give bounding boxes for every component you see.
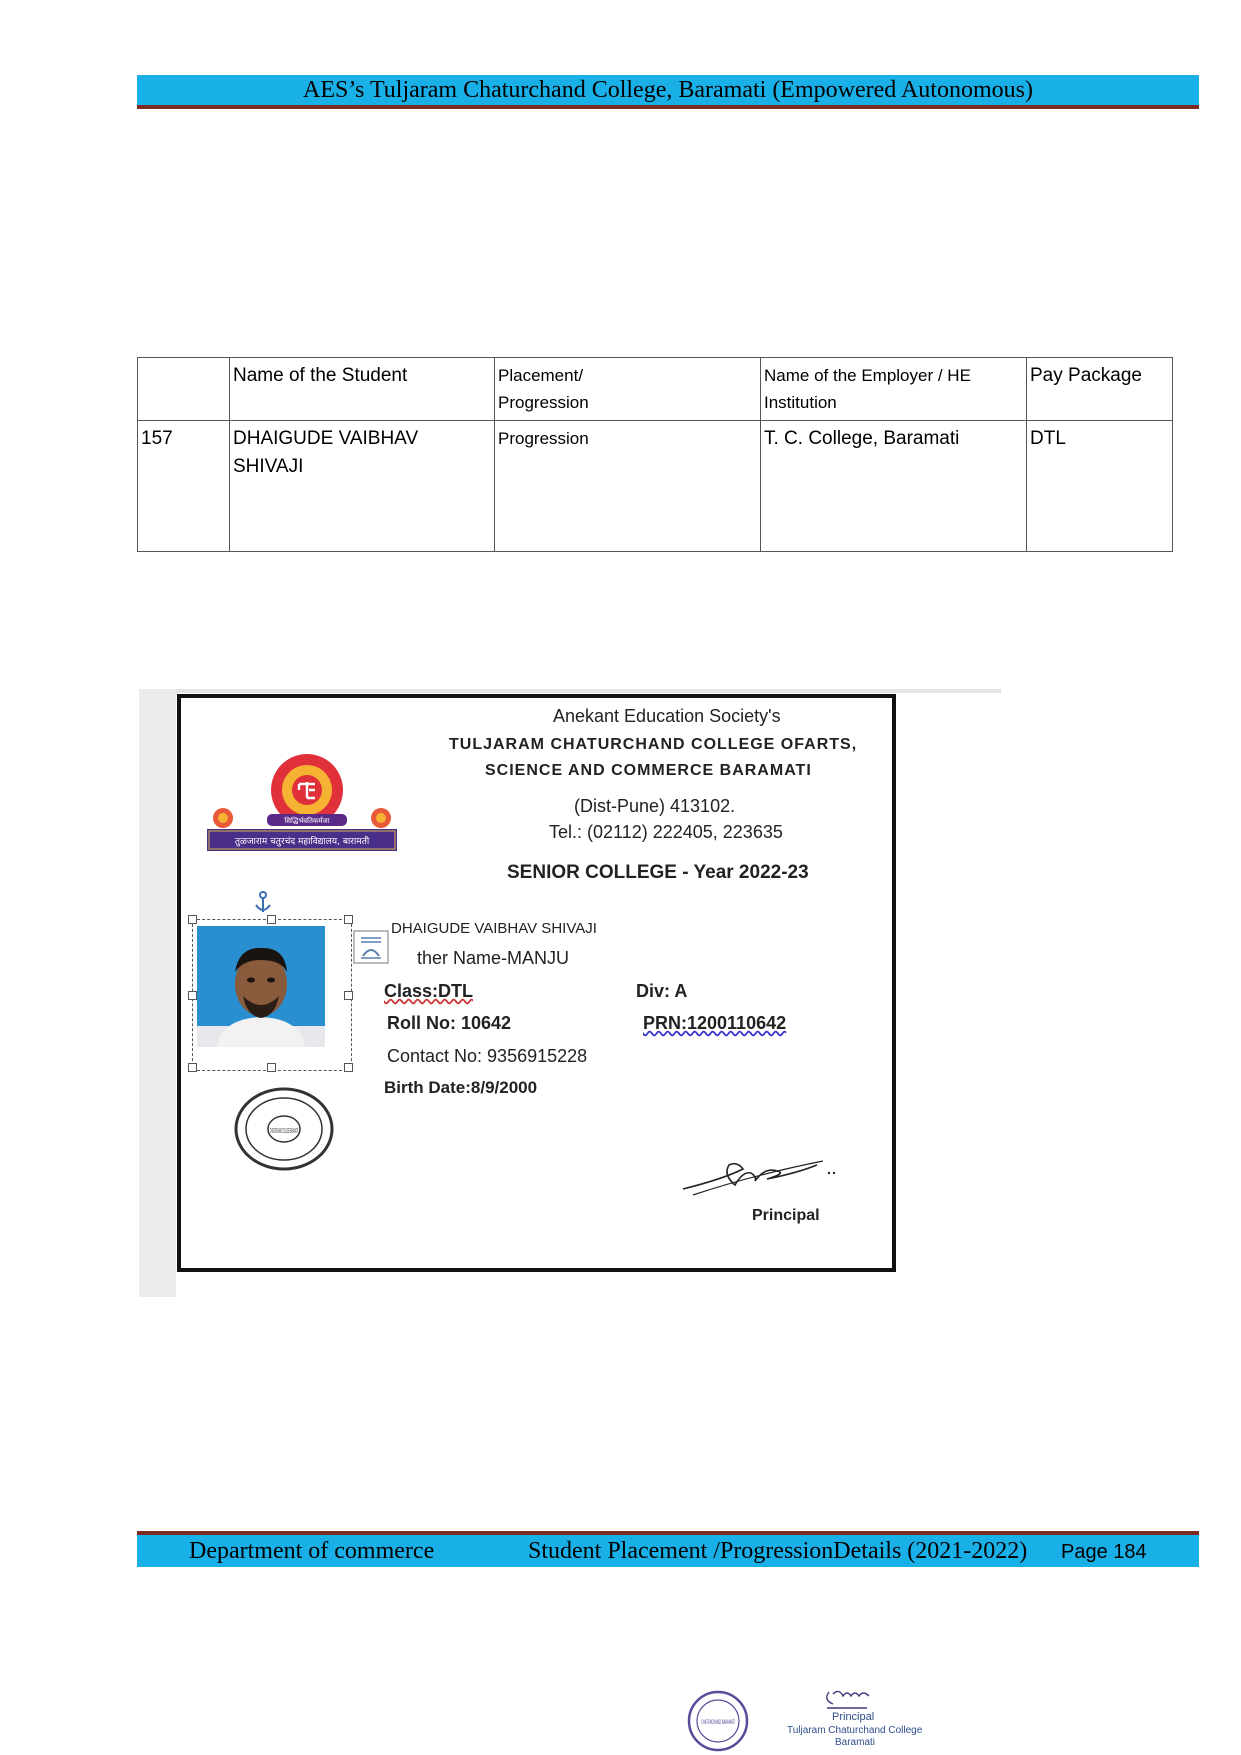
- card-birth-date: Birth Date:8/9/2000: [384, 1078, 538, 1097]
- header-student-name: Name of the Student: [230, 358, 495, 421]
- card-address: (Dist-Pune) 413102.: [574, 796, 736, 816]
- principal-signature: [679, 1143, 839, 1203]
- cell-sr-no: 157: [138, 421, 230, 552]
- anchor-icon: [252, 891, 274, 915]
- stamp-principal: Principal: [832, 1711, 875, 1723]
- resize-handle: [267, 915, 276, 924]
- college-logo-icon: [203, 746, 399, 856]
- stamp-text: CHATURCHAND BARAMATI: [701, 1719, 736, 1726]
- image-margin-top: [176, 689, 1001, 693]
- card-class: Class:DTL: [384, 981, 474, 1001]
- resize-handle: [344, 991, 353, 1000]
- stamp-city: Baramati: [835, 1737, 876, 1748]
- card-college-line2: SCIENCE AND COMMERCE BARAMATI: [485, 762, 812, 779]
- id-card: [177, 694, 896, 1272]
- image-margin: [139, 689, 176, 1297]
- header-pay-package: Pay Package: [1027, 358, 1173, 421]
- logo-marathi-name: तुळजाराम चतुरचंद महाविद्यालय, बारामती: [234, 837, 370, 847]
- card-student-name: DHAIGUDE VAIBHAV SHIVAJI: [391, 920, 597, 937]
- id-card-image: [139, 689, 1001, 1297]
- cell-employer: T. C. College, Baramati: [761, 421, 1027, 552]
- resize-handle: [188, 1063, 197, 1072]
- card-college-line1: TULJARAM CHATURCHAND COLLEGE OFARTS,: [449, 736, 858, 753]
- page-footer-band: [137, 1531, 1199, 1567]
- layout-options-icon[interactable]: [353, 930, 389, 964]
- card-division: Div: A: [636, 981, 688, 1001]
- card-society: Anekant Education Society's: [553, 706, 781, 726]
- resize-handle: [188, 915, 197, 924]
- page-header-title: AES’s Tuljaram Chaturchand College, Baramati (Empowered Autonomous): [303, 77, 1033, 103]
- card-telephone: Tel.: (02112) 222405, 223635: [549, 822, 783, 842]
- seal-text: CHATURCHAND COLLEGE BARAMATI: [270, 1127, 298, 1135]
- card-year: SENIOR COLLEGE - Year 2022-23: [507, 862, 809, 883]
- footer-department: Department of commerce: [189, 1538, 435, 1564]
- resize-handle: [344, 915, 353, 924]
- card-principal-label: Principal: [752, 1207, 820, 1224]
- page-header-band: [137, 75, 1199, 109]
- card-prn: PRN:1200110642: [643, 1013, 787, 1033]
- resize-handle: [267, 1063, 276, 1072]
- footer-page-number: Page 184: [1061, 1541, 1147, 1563]
- resize-handle: [344, 1063, 353, 1072]
- header-employer: Name of the Employer / HE Institution: [761, 358, 1027, 421]
- cell-pay-package: DTL: [1027, 421, 1173, 552]
- college-seal-icon: [231, 1086, 337, 1172]
- stamp-college: Tuljaram Chaturchand College: [787, 1725, 923, 1736]
- footer-title: Student Placement /ProgressionDetails (2021-2022): [528, 1538, 1028, 1564]
- logo-motto: सिद्धिर्भवतिकर्मजा: [284, 817, 330, 825]
- college-stamp-icon: [686, 1690, 750, 1752]
- placement-table: [137, 357, 1173, 552]
- header-sr-no: [138, 358, 230, 421]
- card-contact: Contact No: 9356915228: [387, 1046, 588, 1066]
- cell-placement: Progression: [495, 421, 761, 552]
- card-roll-no: Roll No: 10642: [387, 1013, 512, 1033]
- principal-signature: [823, 1686, 883, 1712]
- student-photo: [197, 926, 325, 1047]
- table-header-row: [138, 358, 1173, 421]
- cell-student-name: DHAIGUDE VAIBHAV SHIVAJI: [230, 421, 495, 552]
- header-placement: Placement/ Progression: [495, 358, 761, 421]
- resize-handle: [188, 991, 197, 1000]
- table-row: [138, 421, 1173, 552]
- card-mother-name: ther Name-MANJU: [417, 948, 570, 968]
